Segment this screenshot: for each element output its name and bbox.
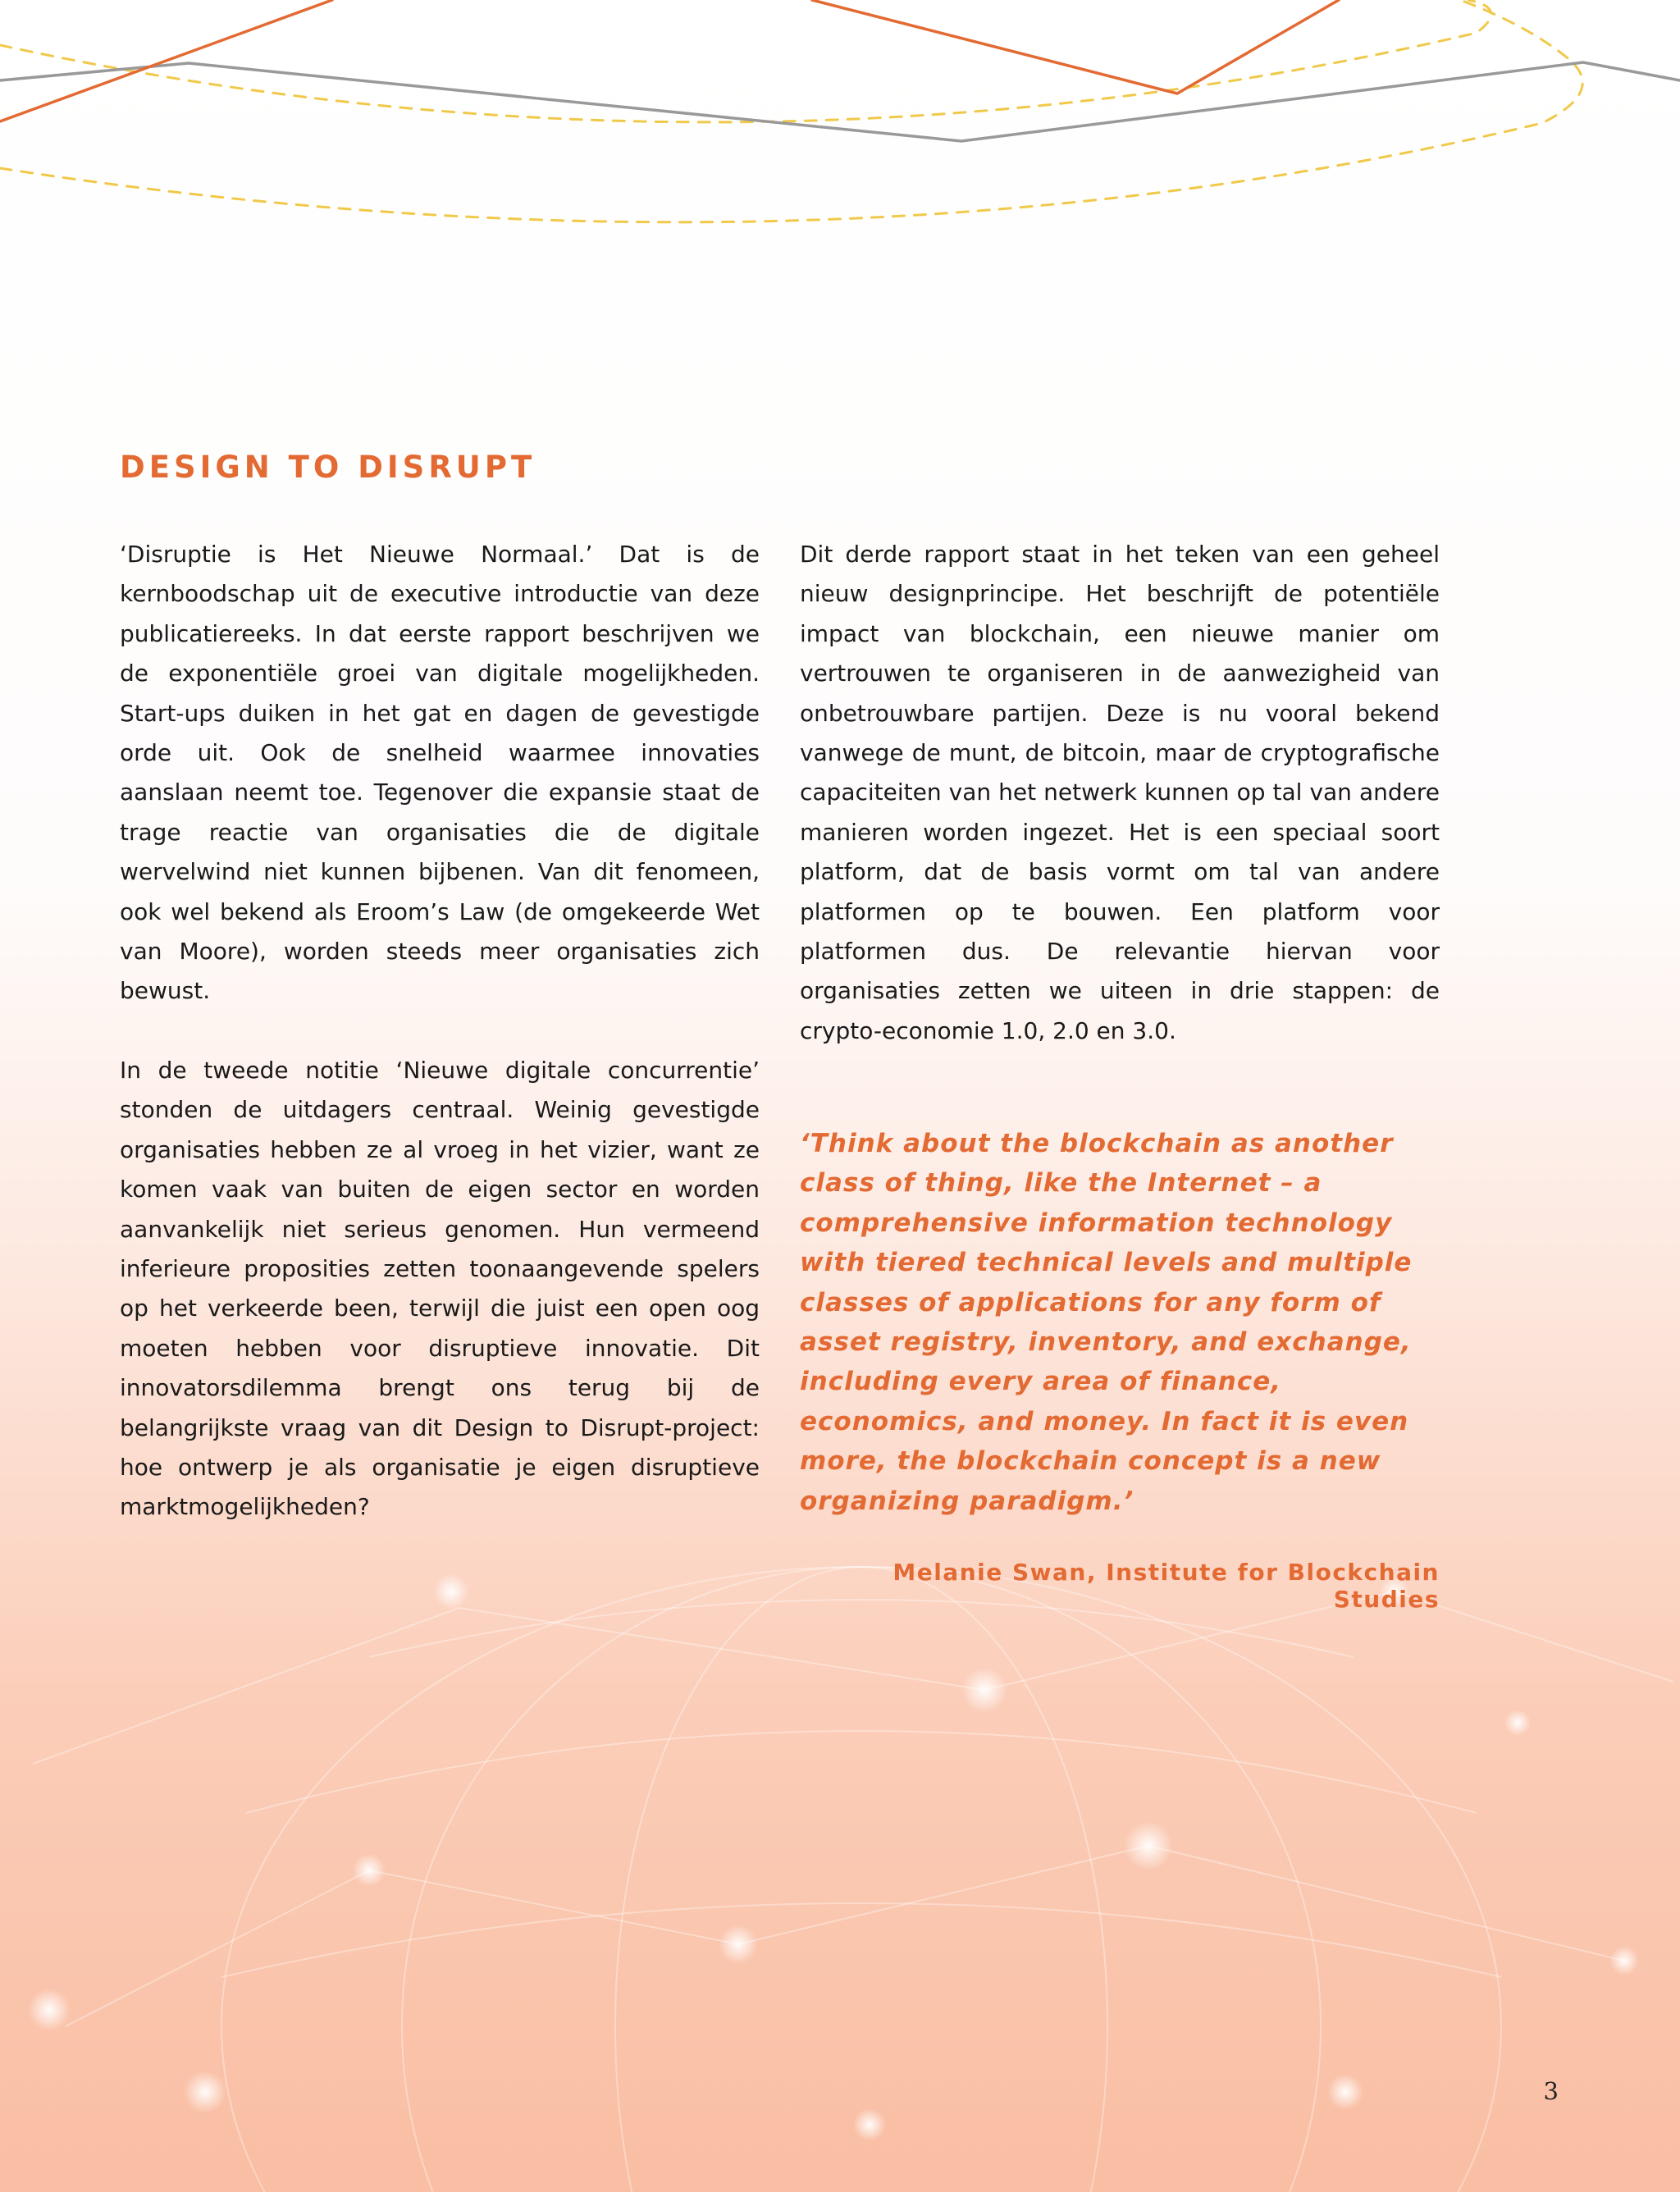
body-paragraph: Dit derde rapport staat in het teken van een geheel nieuw designprincipe. Het beschrijft de potentiële impact van blockchain, een nieuwe manier om vertrouwen te organiseren in de aanwezigheid van onbetrouwbare partijen. Deze is nu vooral bekend vanwege de munt, de bitcoin, maar de cryptografische capaciteiten van het netwerk kunnen op tal van andere manieren worden ingezet. Het is een speciaal soort platform, dat de basis vormt om tal van andere platformen op te bouwen. Een platform voor platformen dus. De relevantie hiervan voor organisaties zetten we uiteen in drie stappen: de crypto-economie 1.0, 2.0 en 3.0. bbox=[800, 541, 1440, 1044]
top-line-decoration bbox=[0, 0, 1680, 263]
body-paragraph: ‘Disruptie is Het Nieuwe Normaal.’ Dat is de kernboodschap uit de executive introductie van deze publicatiereeks. In dat eerste rapport beschrijven we de exponentiële groei van digitale mogelijkheden. Start-ups duiken in het gat en dagen de gevestigde orde uit. Ook de snelheid waarmee innovaties aanslaan neemt toe. Tegenover die expansie staat de trage reactie van organisaties die de digitale wervelwind niet kunnen bijbenen. Van dit fenomeen, ook wel bekend als Eroom’s Law (de omgekeerde Wet van Moore), worden steeds meer organisaties zich bewust. bbox=[120, 541, 760, 1005]
body-paragraph: In de tweede notitie ‘Nieuwe digitale concurrentie’ stonden de uitdagers centraal. Weinig gevestigde organisaties hebben ze al vroeg in het vizier, want ze komen vaak van buiten de eigen sector en worden aanvankelijk niet serieus genomen. Hun vermeend inferieure proposities zetten toonaangevende spelers op het verkeerde been, terwijl die juist een open oog moeten hebben voor disruptieve innovatie. Dit innovatorsdilemma brengt ons terug bij de belangrijkste vraag van dit Design to Disrupt-project: hoe ontwerp je als organisatie je eigen disruptieve marktmogelijkheden? bbox=[120, 1056, 760, 1521]
section-heading: DESIGN TO DISRUPT bbox=[120, 450, 536, 485]
page-number: 3 bbox=[1543, 2077, 1559, 2105]
right-text-column bbox=[800, 535, 1440, 1090]
grey-line bbox=[0, 62, 1680, 141]
pull-quote bbox=[800, 1124, 1440, 1613]
orange-line-left bbox=[0, 0, 332, 121]
left-text-column bbox=[120, 535, 760, 1567]
quote-text: ‘Think about the blockchain as another class of thing, like the Internet – a comprehensive information technology with tiered technical levels and multiple classes of applications for any form of asset registry, inventory, and exchange, including every area of finance, economics, and money. In fact it is even more, the blockchain concept is a new organizing paradigm.’ bbox=[800, 1129, 1413, 1516]
dashed-arc-inner bbox=[0, 0, 1491, 122]
quote-attribution: Melanie Swan, Institute for Blockchain Studies bbox=[892, 1559, 1440, 1614]
globe-network-background bbox=[0, 1518, 1680, 2192]
orange-line-right bbox=[812, 0, 1339, 94]
